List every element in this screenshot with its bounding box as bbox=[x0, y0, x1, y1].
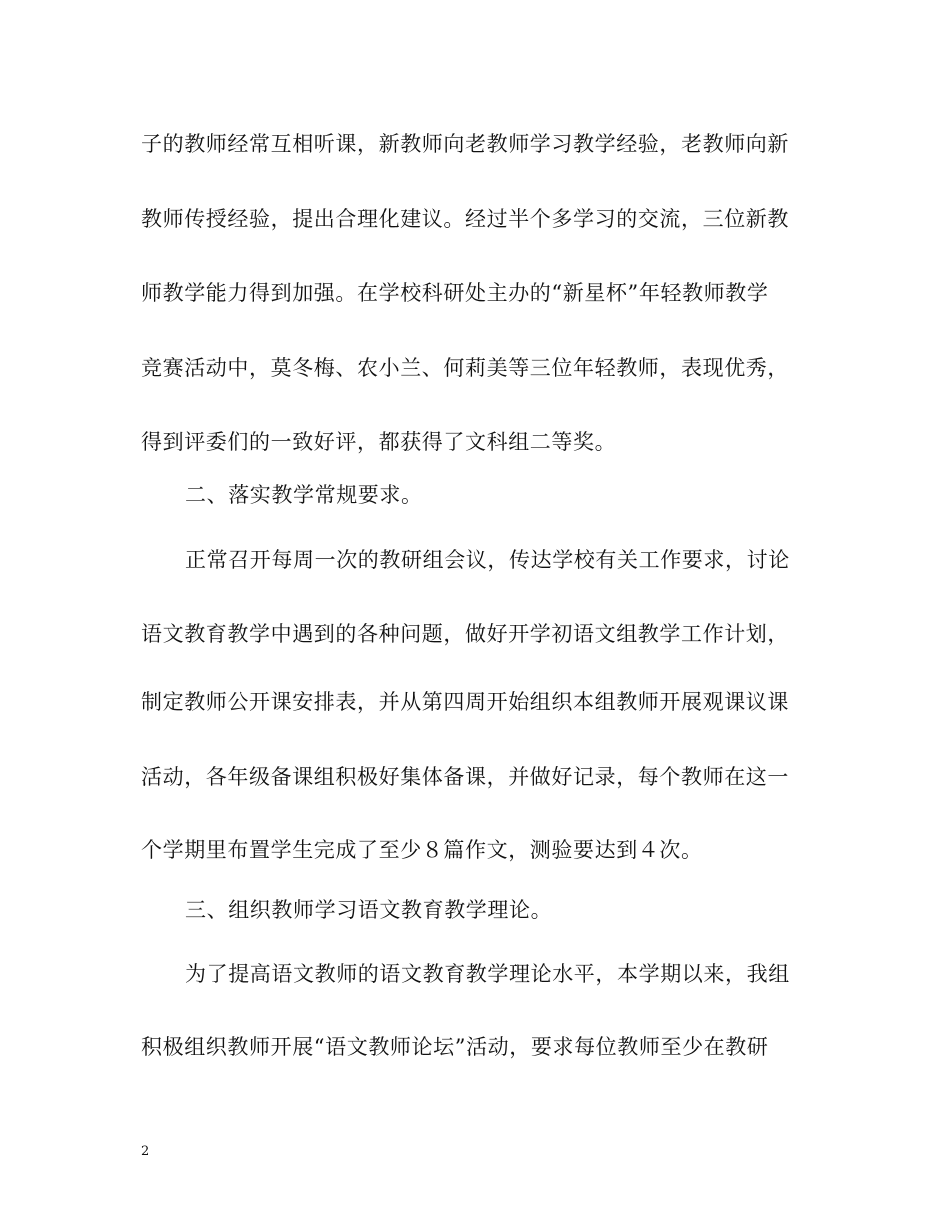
body-text-line: 子的教师经常互相听课，新教师向老教师学习教学经验，老教师向新 bbox=[141, 132, 789, 156]
body-text-line: 制定教师公开课安排表，并从第四周开始组织本组教师开展观课议课 bbox=[141, 690, 789, 714]
page-number: 2 bbox=[141, 1144, 150, 1159]
body-text-line: 积极组织教师开展“语文教师论坛”活动，要求每位教师至少在教研 bbox=[141, 1035, 769, 1059]
body-text-line: 得到评委们的一致好评，都获得了文科组二等奖。 bbox=[141, 430, 617, 454]
body-text-line: 个学期里布置学生完成了至少８篇作文，测验要达到４次。 bbox=[141, 838, 703, 862]
body-text-line: 师教学能力得到加强。在学校科研处主办的“新星杯”年轻教师教学 bbox=[141, 281, 769, 305]
section-heading-2: 二、落实教学常规要求。 bbox=[185, 483, 423, 507]
body-text-line: 教师传授经验，提出合理化建议。经过半个多学习的交流，三位新教 bbox=[141, 207, 789, 231]
body-text-line: 竞赛活动中，莫冬梅、农小兰、何莉美等三位年轻教师，表现优秀， bbox=[141, 356, 789, 380]
body-text-line: 正常召开每周一次的教研组会议，传达学校有关工作要求，讨论 bbox=[185, 548, 790, 572]
body-text-line: 为了提高语文教师的语文教育教学理论水平，本学期以来，我组 bbox=[185, 962, 790, 986]
section-heading-3: 三、组织教师学习语文教育教学理论。 bbox=[185, 898, 553, 922]
body-text-line: 活动，各年级备课组积极好集体备课，并做好记录，每个教师在这一 bbox=[141, 765, 789, 789]
body-text-line: 语文教育教学中遇到的各种问题，做好开学初语文组教学工作计划， bbox=[141, 622, 789, 646]
